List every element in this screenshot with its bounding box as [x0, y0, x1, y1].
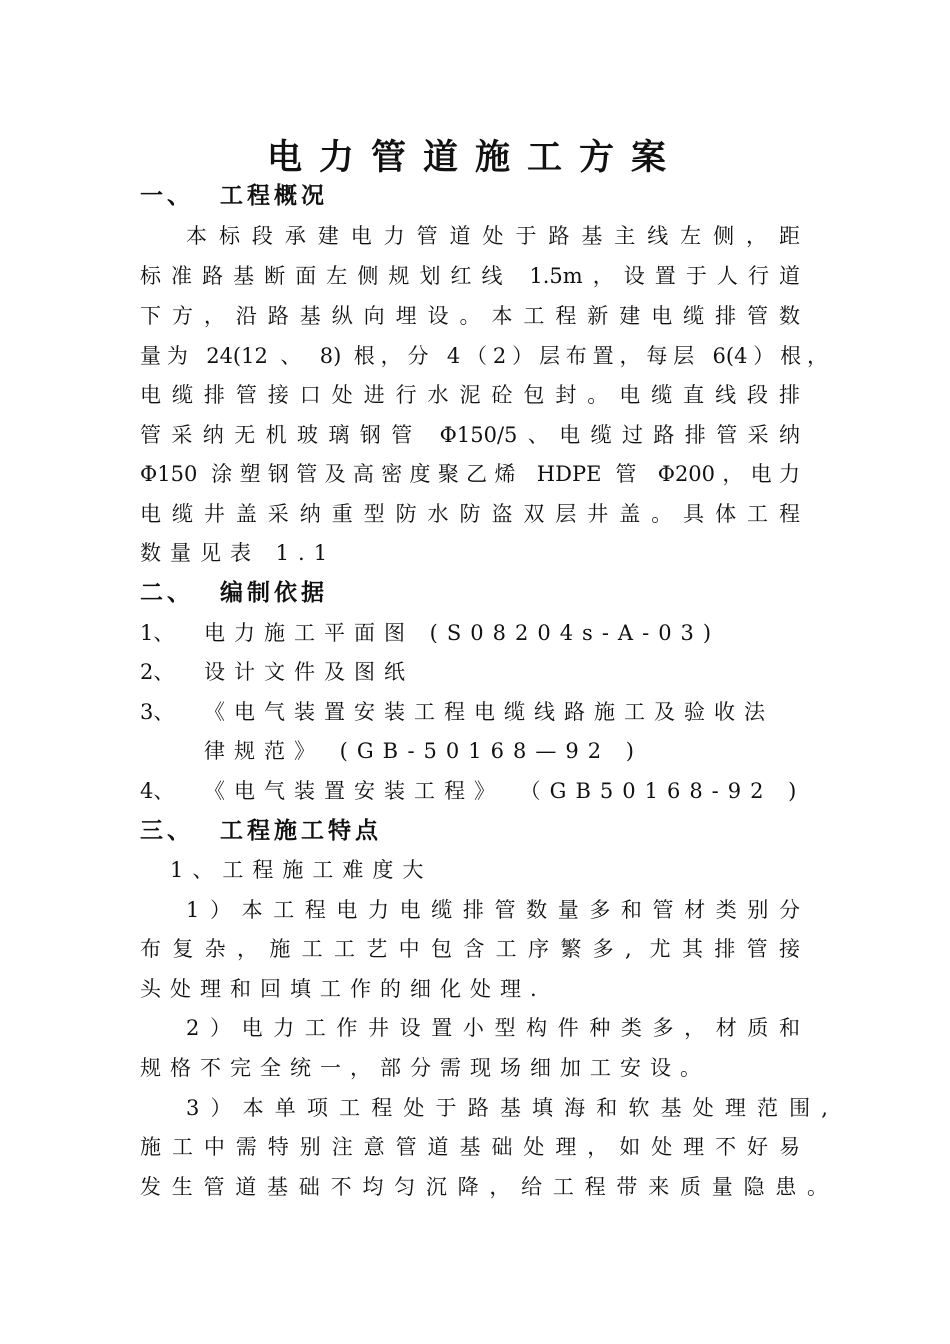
paragraph-line: 下方，沿路基纵向埋设。本工程新建电缆排管数 [140, 304, 800, 328]
paragraph-line: 本标段承建电力管道处于路基主线左侧，距 [186, 224, 800, 248]
section-title: 工程施工特点 [220, 817, 382, 844]
list-text-continuation: 律规范》 (GB-50168—92 ) [204, 739, 643, 763]
paragraph-line: 2）电力工作井设置小型构件种类多，材质和 [186, 1016, 800, 1040]
paragraph-line: 施工中需特别注意管道基础处理，如处理不好易 [140, 1135, 800, 1159]
list-item [140, 692, 774, 732]
list-item [140, 652, 414, 692]
paragraph-line: 电缆井盖采纳重型防水防盗双层井盖。具体工程 [140, 502, 800, 526]
list-number: 3、 [140, 700, 175, 724]
list-number: 1、 [140, 621, 175, 645]
list-item [140, 613, 720, 653]
section-heading-basis [140, 573, 328, 613]
paragraph-line: 电缆排管接口处进行水泥砼包封。电缆直线段排 [140, 383, 800, 407]
section-number: 二、 [140, 579, 194, 606]
paragraph-line: 布复杂，施工工艺中包含工序繁多, 尤其排管接 [140, 937, 800, 961]
document-title: 电力管道施工方案 [266, 137, 683, 178]
paragraph-line: 头处理和回填工作的细化处理. [140, 977, 546, 1001]
section-title: 工程概况 [220, 182, 328, 209]
list-text: 设计文件及图纸 [204, 660, 414, 684]
paragraph-line: 数量见表 1.1 [140, 541, 337, 565]
paragraph-line: 规格不完全统一，部分需现场细加工安设。 [140, 1056, 710, 1080]
paragraph-line: 3）本单项工程处于路基填海和软基处理范围, [186, 1096, 828, 1120]
list-number: 4、 [140, 779, 175, 803]
paragraph-line: 管采纳无机玻璃钢管 Φ150/5、电缆过路排管采纳 [140, 423, 800, 447]
section-number: 三、 [140, 817, 194, 844]
section-heading-features [140, 811, 382, 851]
list-text: 《电气装置安装工程电缆线路施工及验收法 [204, 700, 774, 724]
section-number: 一、 [140, 182, 194, 209]
subsection-heading: 1、工程施工难度大 [170, 858, 433, 882]
list-number: 2、 [140, 660, 175, 684]
paragraph-line: 标准路基断面左侧规划红线 1.5m，设置于人行道 [140, 264, 800, 288]
section-heading-overview [140, 176, 328, 216]
list-text: 电力施工平面图 (S08204s-A-03) [204, 621, 721, 645]
paragraph-line: 1）本工程电力电缆排管数量多和管材类别分 [186, 898, 800, 922]
list-item [140, 771, 805, 811]
paragraph-line: 发生管道基础不均匀沉降，给工程带来质量隐患。 [140, 1175, 828, 1199]
paragraph-line: Φ150 涂塑钢管及高密度聚乙烯 HDPE 管 Φ200，电力 [140, 462, 800, 486]
list-text: 《电气装置安装工程》 （GB50168-92 ) [204, 779, 806, 803]
paragraph-line: 量为 24(12 、 8) 根，分 4（2）层布置，每层 6(4）根， [140, 344, 828, 368]
section-title: 编制依据 [220, 579, 328, 606]
